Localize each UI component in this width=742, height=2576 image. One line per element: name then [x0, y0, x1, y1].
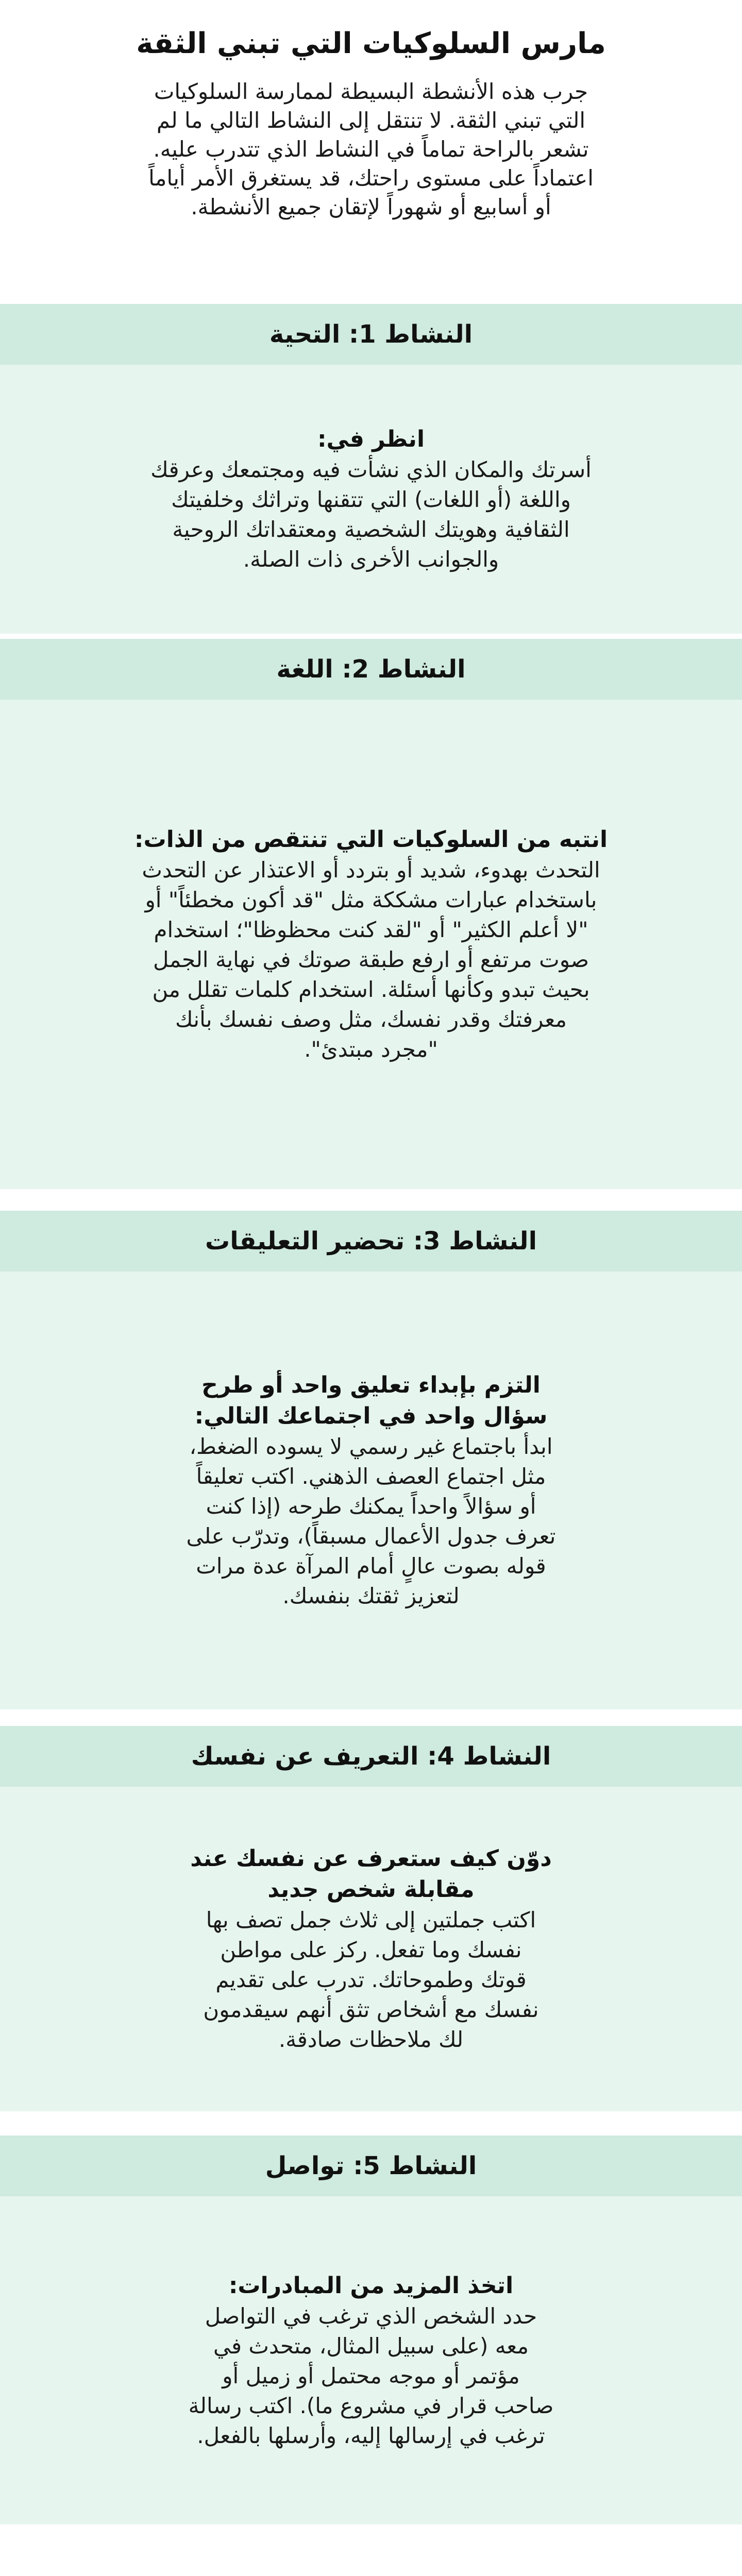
activity-2-header: النشاط 2: اللغة	[0, 639, 742, 700]
activity-1-panel	[0, 365, 742, 634]
activity-2-panel	[0, 700, 742, 1189]
activity-5-line: حدد الشخص الذي ترغب في التواصل	[205, 2303, 537, 2329]
activity-3-line: تعرف جدول الأعمال مسبقاً)، وتدرّب على	[186, 1523, 556, 1549]
intro-line: التي تبني الثقة. لا تنتقل إلى النشاط التالي ما لم	[156, 108, 586, 133]
intro-text	[77, 77, 665, 258]
activity-3-line: أو سؤالاً واحداً يمكنك طرحه (إذا كنت	[206, 1494, 536, 1519]
activity-1-line: والجوانب الأخرى ذات الصلة.	[243, 547, 499, 572]
activity-3-line: قوله بصوت عالٍ أمام المرآة عدة مرات	[196, 1553, 546, 1579]
activity-2-line: "مجرد مبتدئ".	[304, 1037, 438, 1062]
activity-4-header: النشاط 4: التعريف عن نفسك	[0, 1726, 742, 1787]
activity-3-title: التزم بإبداء تعليق واحد أو طرح	[201, 1372, 541, 1398]
activity-3-line: مثل اجتماع العصف الذهني. اكتب تعليقاً	[196, 1464, 546, 1489]
activity-5-title: اتخذ المزيد من المبادرات:	[228, 2272, 514, 2299]
activity-5-header: النشاط 5: تواصل	[0, 2136, 742, 2196]
activity-1-title: انظر في:	[317, 426, 425, 452]
activity-4-line: نفسك مع أشخاص تثق أنهم سيقدمون	[203, 1997, 539, 2022]
activity-4-panel	[0, 1787, 742, 2111]
activity-4-title: مقابلة شخص جديد	[267, 1876, 475, 1903]
activity-5-line: ترغب في إرسالها إليه، وأرسلها بالفعل.	[197, 2422, 545, 2448]
activity-1-line: أسرتك والمكان الذي نشأت فيه ومجتمعك وعرقك	[150, 457, 592, 482]
activity-1-line: الثقافية وهويتك الشخصية ومعتقداتك الروحية	[172, 517, 570, 542]
activity-1-header: النشاط 1: التحية	[0, 304, 742, 365]
page-title: مارس السلوكيات التي تبني الثقة	[136, 27, 606, 60]
activity-2-line: معرفتك وقدر نفسك، مثل وصف نفسك بأنك	[175, 1007, 567, 1032]
activity-4-line: قوتك وطموحاتك. تدرب على تقديم	[215, 1967, 527, 1992]
activity-3-header: النشاط 3: تحضير التعليقات	[0, 1211, 742, 1272]
intro-line: جرب هذه الأنشطة البسيطة لممارسة السلوكيات	[154, 79, 588, 104]
activity-2-line: "لا أعلم الكثير" أو "لقد كنت محظوظا"؛ استخدام	[154, 917, 588, 942]
activity-3-line: لتعزيز ثقتك بنفسك.	[282, 1583, 460, 1608]
activity-4-title: دوّن كيف ستعرف عن نفسك عند	[190, 1845, 552, 1872]
activity-2-line: صوت مرتفع أو ارفع طبقة صوتك في نهاية الجمل	[153, 947, 589, 972]
activity-4-line: لك ملاحظات صادقة.	[278, 2027, 464, 2052]
activity-4-line: اكتب جملتين إلى ثلاث جمل تصف بها	[206, 1907, 536, 1933]
activity-5-line: صاحب قرار في مشروع ما). اكتب رسالة	[188, 2393, 554, 2418]
activity-3-title: سؤال واحد في اجتماعك التالي:	[194, 1403, 548, 1429]
activity-2-line: التحدث بهدوء، شديد أو بتردد أو الاعتذار عن التحدث	[142, 857, 600, 883]
activity-2-line: باستخدام عبارات مشككة مثل "قد أكون مخطئاً" أو	[145, 887, 597, 912]
activity-5-line: مؤتمر أو موجه محتمل أو زميل أو	[222, 2363, 520, 2388]
activity-5-panel	[0, 2196, 742, 2524]
activity-3-line: ابدأ باجتماع غير رسمي لا يسوده الضغط،	[189, 1434, 553, 1459]
activity-5-line: معه (على سبيل المثال، متحدث في	[213, 2333, 529, 2359]
activity-4-line: نفسك وما تفعل. ركز على مواطن	[220, 1937, 522, 1962]
activity-2-title: انتبه من السلوكيات التي تنتقص من الذات:	[134, 826, 608, 853]
activity-3-panel	[0, 1272, 742, 1709]
intro-line: اعتماداً على مستوى راحتك، قد يستغرق الأمر أياماً	[148, 165, 594, 191]
activity-2-line: بحيث تبدو وكأنها أسئلة. استخدام كلمات تقلل من	[152, 977, 590, 1002]
intro-line: تشعر بالراحة تماماً في النشاط الذي تتدرب عليه.	[153, 137, 589, 162]
intro-line: أو أسابيع أو شهوراً لإتقان جميع الأنشطة.	[191, 194, 551, 219]
activity-1-line: واللغة (أو اللغات) التي تتقنها وتراثك وخلفيتك	[171, 487, 571, 512]
